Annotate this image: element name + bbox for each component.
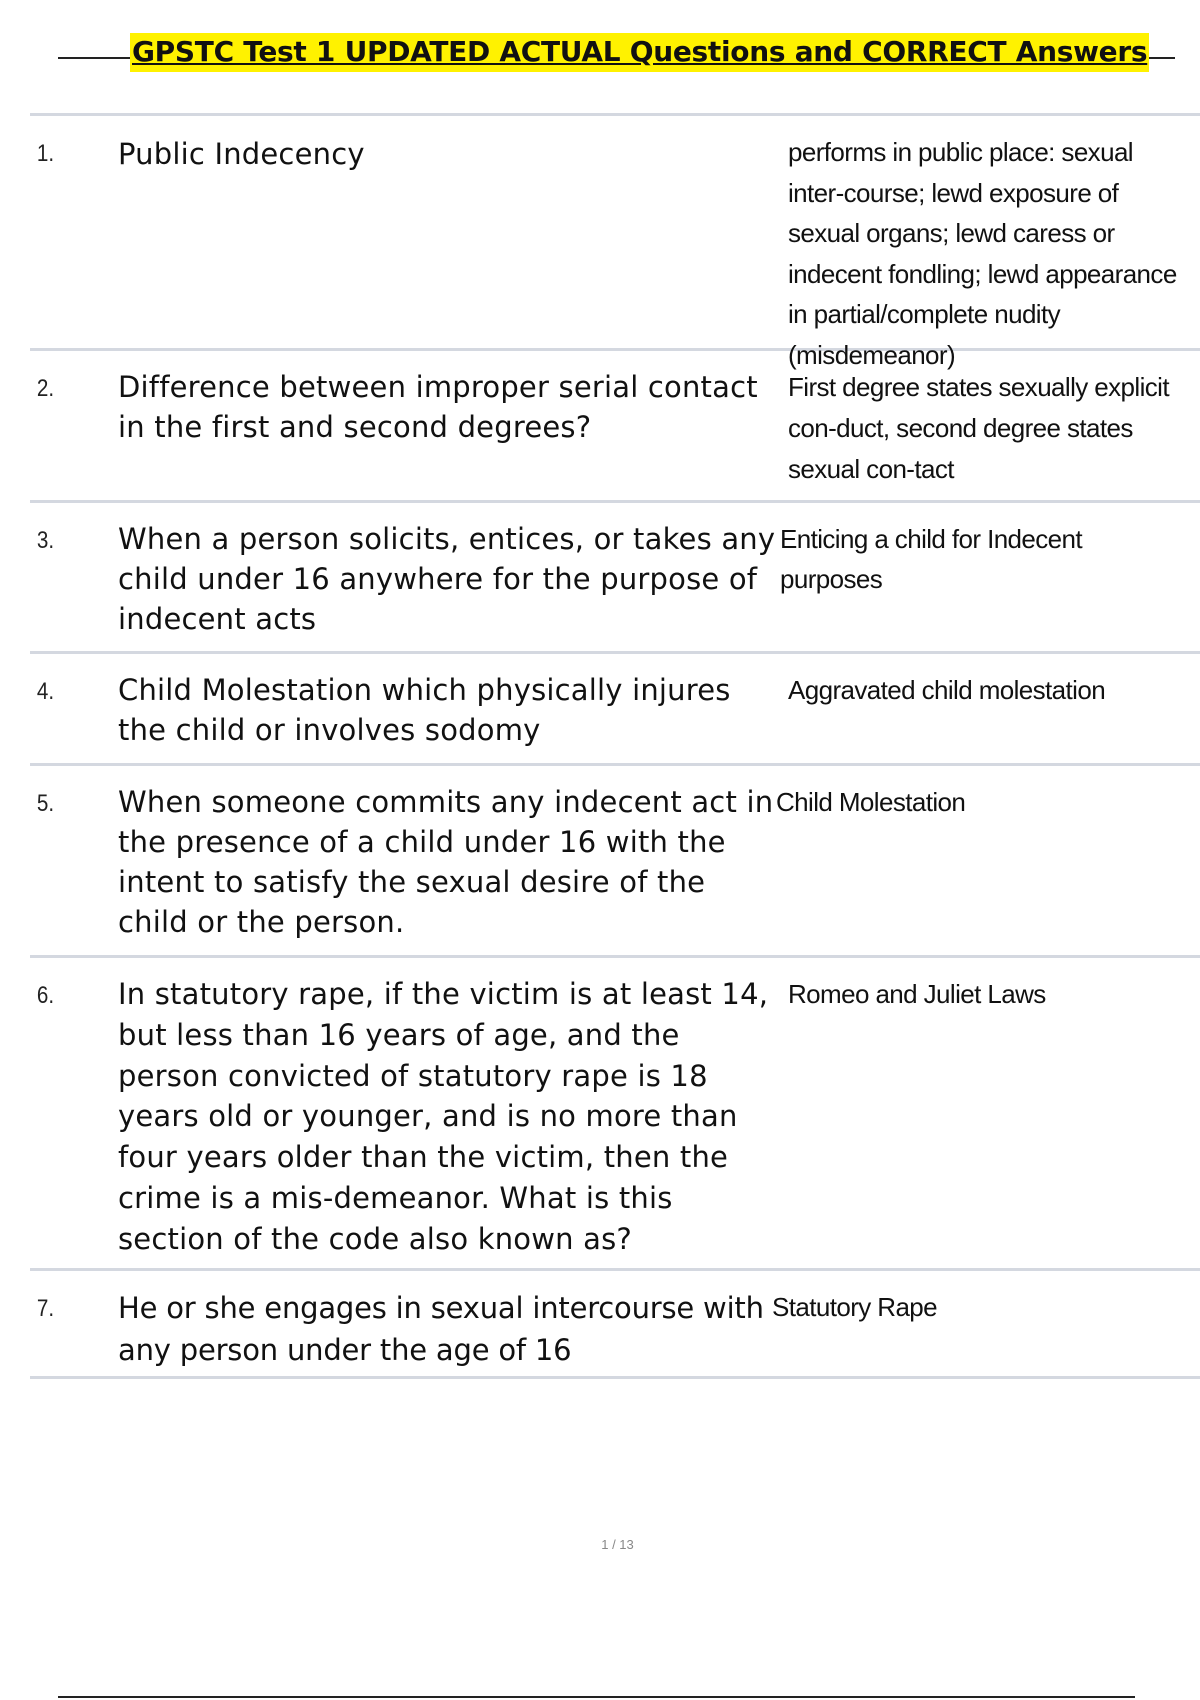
qa-item-5 xyxy=(30,763,1200,955)
question-number: 6. xyxy=(36,982,55,1009)
bottom-rule xyxy=(58,1696,1135,1698)
question-number: 4. xyxy=(36,678,55,705)
answer-text: Romeo and Juliet Laws xyxy=(788,979,1046,1009)
question-number: 3. xyxy=(36,527,55,554)
title-rule-left xyxy=(58,57,130,59)
qa-list xyxy=(30,113,1200,1379)
title-rule-right xyxy=(1149,57,1175,59)
title-row xyxy=(58,30,1148,74)
answer-text: Aggravated child molestation xyxy=(788,675,1106,705)
answer-text: Child Molestation xyxy=(776,787,966,817)
question-text: He or she engages in sexual intercourse with any person under the age of 16 xyxy=(118,1291,764,1367)
qa-item-1 xyxy=(30,113,1200,370)
answer-text: performs in public place: sexual inter-course; lewd exposure of sexual organs; lewd caress or indecent fondling; lewd appearance in partial/complete nudity (misdemeanor) xyxy=(788,137,1177,370)
question-number: 5. xyxy=(36,790,55,817)
qa-item-6 xyxy=(30,955,1200,1268)
question-text: Public Indecency xyxy=(118,137,365,171)
question-text: Difference between improper serial contact in the first and second degrees? xyxy=(118,370,758,444)
answer-text: Enticing a child for Indecent purposes xyxy=(780,524,1083,594)
question-text: When a person solicits, entices, or takes any child under 16 anywhere for the purpose of indecent acts xyxy=(118,522,776,636)
page-number: 1 / 13 xyxy=(601,1537,634,1552)
answer-text: First degree states sexually explicit con-duct, second degree states sexual con-tact xyxy=(788,372,1169,484)
question-text: Child Molestation which physically injures the child or involves sodomy xyxy=(118,673,731,747)
question-number: 2. xyxy=(36,375,55,402)
question-number: 1. xyxy=(36,140,55,167)
answer-text: Statutory Rape xyxy=(772,1292,938,1322)
qa-item-7 xyxy=(30,1268,1200,1379)
document-title: GPSTC Test 1 UPDATED ACTUAL Questions and CORRECT Answers xyxy=(130,33,1149,72)
question-text: When someone commits any indecent act in the presence of a child under 16 with the intent to satisfy the sexual desire of the child or the person. xyxy=(118,785,774,939)
qa-item-2 xyxy=(30,348,1200,500)
question-number: 7. xyxy=(36,1295,55,1322)
question-text: In statutory rape, if the victim is at least 14, but less than 16 years of age, and the person convicted of statutory rape is 18 years old or younger, and is no more than four years older than the victim, then the crime is a mis-demeanor. What is this section of the code also known as? xyxy=(118,977,769,1256)
qa-item-4 xyxy=(30,651,1200,763)
qa-item-3 xyxy=(30,500,1200,651)
